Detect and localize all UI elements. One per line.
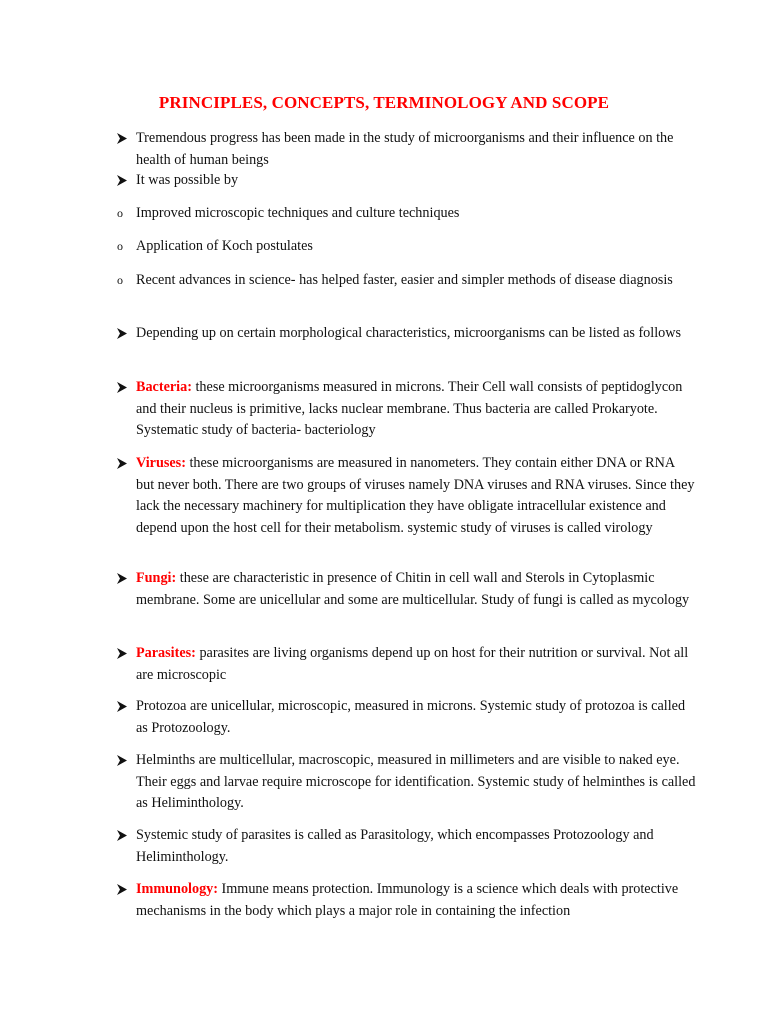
circle-bullet-icon: o: [117, 206, 123, 220]
list-item-text: [136, 879, 696, 922]
list-item-text: It was possible by: [136, 172, 239, 188]
list-item: [116, 323, 696, 345]
list-item-immunology: [116, 879, 696, 922]
list-item-text: [136, 453, 696, 539]
list-item-text: Recent advances in science- has helped faster, easier and simpler methods of disease diagnosis: [136, 272, 673, 288]
list-item-text: Application of Koch postulates: [136, 238, 313, 254]
arrow-bullet-icon: [116, 568, 132, 584]
term-label: Immunology:: [136, 881, 218, 897]
list-item: [116, 170, 696, 192]
circle-bullet-icon: o: [117, 239, 123, 253]
arrow-bullet-icon: [116, 825, 132, 841]
page-title: PRINCIPLES, CONCEPTS, TERMINOLOGY AND SCOPE: [158, 93, 610, 112]
list-item-text: [136, 568, 696, 611]
arrow-bullet-icon: [116, 453, 132, 469]
term-label: Viruses:: [136, 455, 186, 471]
term-description: these microorganisms measured in microns. Their Cell wall consists of peptidoglycon and their nucleus is primitive, lacks nuclear membrane. Thus bacteria are called Prokaryote. Systematic study of bacteria- bacteriology: [136, 379, 683, 439]
list-item-viruses: [116, 453, 696, 539]
list-item: [116, 750, 696, 815]
arrow-bullet-icon: [116, 323, 132, 339]
list-item: [116, 270, 696, 292]
arrow-bullet-icon: [116, 128, 132, 144]
list-item-text: Improved microscopic techniques and culture techniques: [136, 205, 460, 221]
arrow-bullet-icon: [116, 750, 132, 766]
list-item-text: Tremendous progress has been made in the study of microorganisms and their influence on the health of human beings: [136, 130, 674, 168]
arrow-bullet-icon: [116, 170, 132, 186]
arrow-bullet-icon: [116, 643, 132, 659]
list-item-text: Depending up on certain morphological characteristics, microorganisms can be listed as follows: [136, 325, 682, 341]
list-item-text: [136, 377, 696, 442]
list-item-bacteria: [116, 377, 696, 442]
list-item-text: Protozoa are unicellular, microscopic, measured in microns. Systemic study of protozoa is called as Protozoology.: [136, 698, 686, 736]
list-item: [116, 236, 696, 258]
arrow-bullet-icon: [116, 377, 132, 393]
term-label: Bacteria:: [136, 379, 192, 395]
list-item: [116, 696, 696, 739]
list-item-parasites: [116, 643, 696, 686]
list-item: [116, 825, 696, 868]
arrow-bullet-icon: [116, 879, 132, 895]
term-label: Fungi:: [136, 570, 177, 586]
term-description: Immune means protection. Immunology is a science which deals with protective mechanisms in the body which plays a major role in containing the infection: [136, 881, 679, 919]
list-item: [116, 128, 696, 171]
term-label: Parasites:: [136, 645, 196, 661]
list-item-text: Helminths are multicellular, macroscopic, measured in millimeters and are visible to naked eye. Their eggs and larvae require microscope for identification. Systemic study of helminthes is called as Heliminthology.: [136, 752, 696, 812]
term-description: these microorganisms are measured in nanometers. They contain either DNA or RNA but never both. There are two groups of viruses namely DNA viruses and RNA viruses. Since they lack the necessary machinery for multiplication they have obligate intracellular existence and depend upon the host cell for their metabolism. systemic study of viruses is called virology: [136, 455, 695, 536]
term-description: these are characteristic in presence of Chitin in cell wall and Sterols in Cytoplasmic membrane. Some are unicellular and some are multicellular. Study of fungi is called as mycology: [136, 570, 690, 608]
list-item-fungi: [116, 568, 696, 611]
arrow-bullet-icon: [116, 696, 132, 712]
list-item-text: Systemic study of parasites is called as Parasitology, which encompasses Protozoology and Heliminthology.: [136, 827, 654, 865]
list-item-text: [136, 643, 696, 686]
list-item: [116, 203, 696, 225]
circle-bullet-icon: o: [117, 273, 123, 287]
term-description: parasites are living organisms depend up on host for their nutrition or survival. Not all are microscopic: [136, 645, 689, 683]
